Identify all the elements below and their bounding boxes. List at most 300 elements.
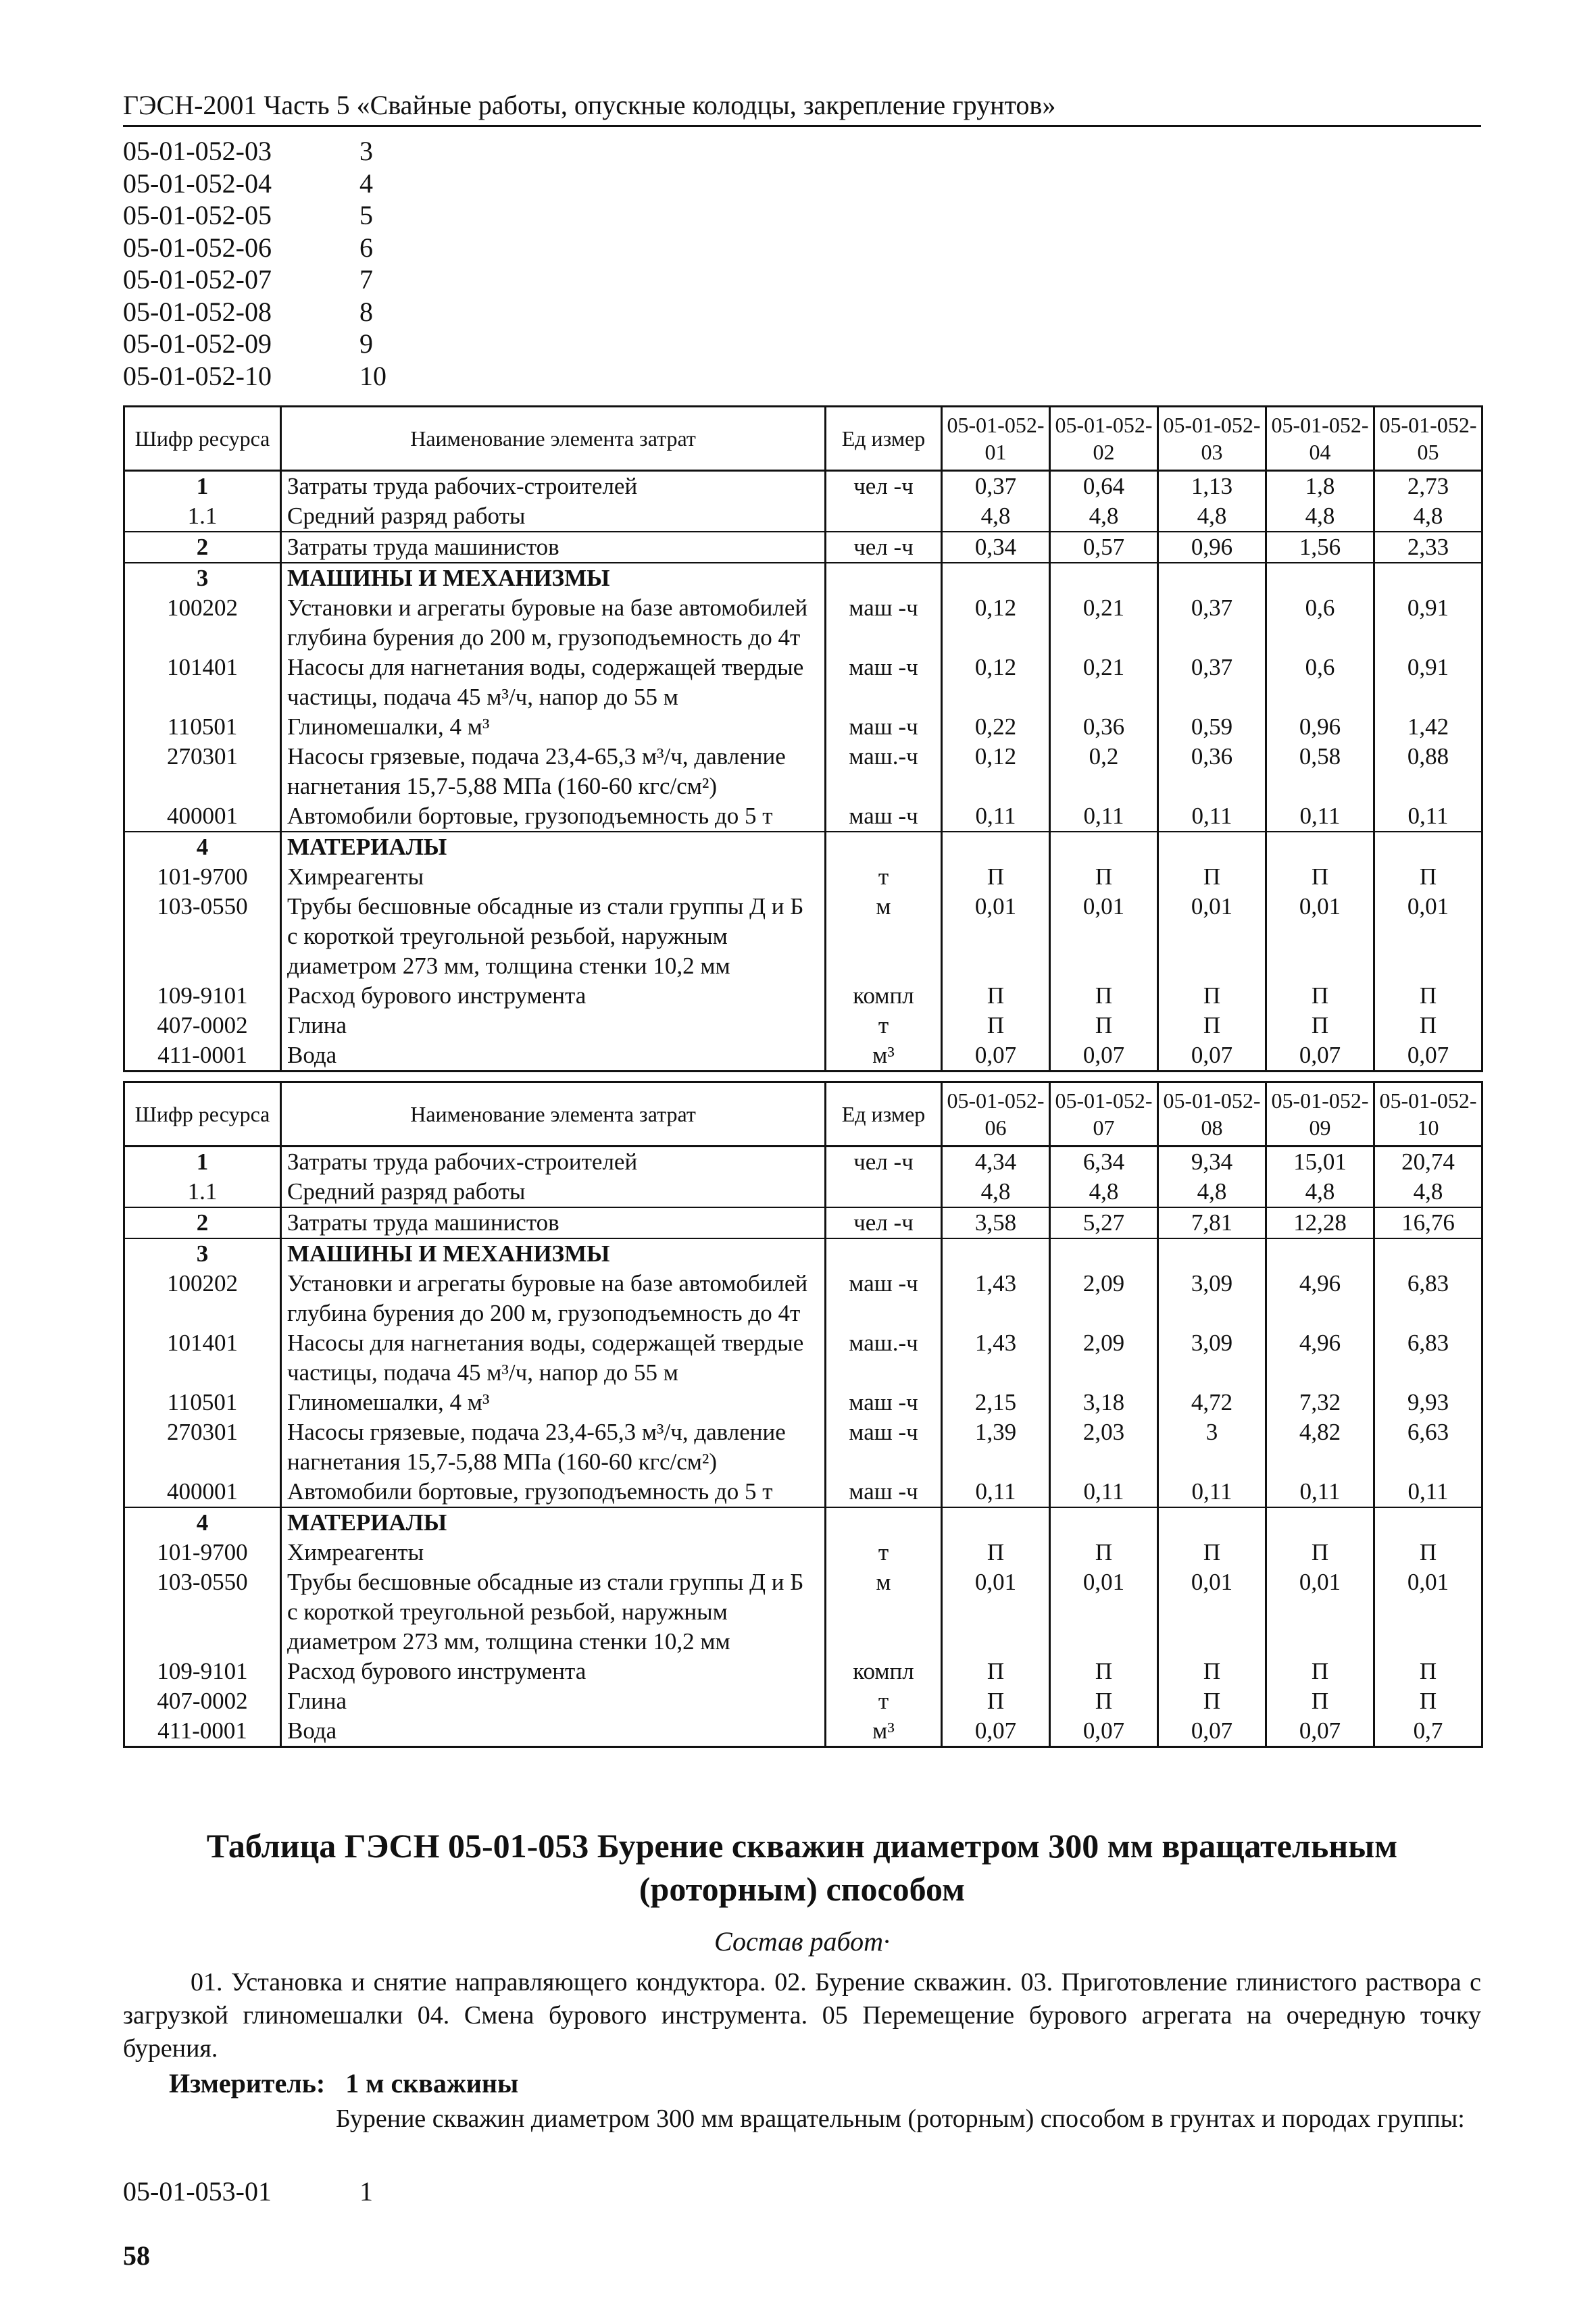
resource-value: П (942, 1657, 1050, 1686)
resource-unit: маш -ч (826, 1388, 942, 1417)
resource-value: П (1158, 1538, 1266, 1567)
resource-value: 12,28 (1266, 1207, 1374, 1238)
resource-value (942, 1238, 1050, 1269)
resource-value: 2,09 (1050, 1328, 1158, 1388)
resource-table-1 (123, 405, 1483, 1072)
resource-value: 0,57 (1050, 532, 1158, 563)
resource-value: 0,36 (1050, 712, 1158, 742)
resource-code: 411-0001 (124, 1040, 281, 1072)
resource-unit: маш -ч (826, 1417, 942, 1477)
code-group-row (123, 328, 386, 360)
resource-value: 0,01 (1158, 892, 1266, 981)
resource-code: 109-9101 (124, 981, 281, 1011)
group-number: 10 (359, 360, 386, 391)
resource-name: Затраты труда рабочих-строителей (281, 1147, 826, 1178)
resource-value: П (1374, 1657, 1482, 1686)
resource-code: 100202 (124, 1269, 281, 1328)
resource-value: 4,8 (942, 1177, 1050, 1207)
group-number: 8 (359, 296, 373, 327)
resource-code: 4 (124, 832, 281, 862)
resource-value: 0,58 (1266, 742, 1374, 801)
resource-value: П (1050, 862, 1158, 892)
resource-value: 7,32 (1266, 1388, 1374, 1417)
table-row (124, 1328, 1482, 1388)
code-group-row (123, 199, 386, 232)
resource-code: 270301 (124, 1417, 281, 1477)
resource-value: 0,37 (1158, 593, 1266, 653)
resource-value: 1,8 (1266, 471, 1374, 502)
resource-value (1374, 563, 1482, 593)
resource-unit: маш -ч (826, 653, 942, 712)
resource-unit: м³ (826, 1716, 942, 1747)
resource-unit (826, 563, 942, 593)
resource-value (1266, 832, 1374, 862)
resource-value: П (1266, 1657, 1374, 1686)
norm-code: 05-01-052-08 (123, 296, 272, 327)
resource-value: 0,12 (942, 742, 1050, 801)
resource-value: 0,22 (942, 712, 1050, 742)
resource-value: 0,01 (1374, 1567, 1482, 1657)
resource-code: 2 (124, 1207, 281, 1238)
resource-value: 6,83 (1374, 1328, 1482, 1388)
header-norm-column: 05-01-052-09 (1266, 1082, 1374, 1147)
resource-code: 1 (124, 1147, 281, 1178)
resource-value: 3 (1158, 1417, 1266, 1477)
resource-value: П (1374, 1686, 1482, 1716)
resource-value (1158, 563, 1266, 593)
resource-value: 0,11 (1374, 1477, 1482, 1507)
resource-value: 0,91 (1374, 653, 1482, 712)
table-row (124, 501, 1482, 532)
resource-value: 0,07 (1266, 1716, 1374, 1747)
resource-unit: т (826, 862, 942, 892)
resource-value: П (1374, 1011, 1482, 1040)
resource-value: 0,12 (942, 593, 1050, 653)
code-group-row (123, 2175, 373, 2207)
resource-value: П (1050, 981, 1158, 1011)
table-row (124, 1686, 1482, 1716)
norm-code: 05-01-052-05 (123, 200, 272, 230)
code-group-row (123, 296, 386, 328)
table-row (124, 1657, 1482, 1686)
resource-value: П (1050, 1538, 1158, 1567)
resource-value: 0,11 (1266, 801, 1374, 832)
resource-value: 0,11 (1266, 1477, 1374, 1507)
page-number: 58 (123, 2240, 150, 2271)
resource-code: 3 (124, 563, 281, 593)
resource-value: П (942, 1538, 1050, 1567)
resource-value: 0,88 (1374, 742, 1482, 801)
resource-code: 110501 (124, 712, 281, 742)
resource-value: 0,96 (1158, 532, 1266, 563)
resource-unit (826, 832, 942, 862)
resource-value: 0,07 (1158, 1040, 1266, 1072)
resource-code: 101-9700 (124, 862, 281, 892)
table-row (124, 1207, 1482, 1238)
resource-name: Расход бурового инструмента (281, 981, 826, 1011)
resource-value: 1,43 (942, 1269, 1050, 1328)
table-row (124, 653, 1482, 712)
resource-value: П (1158, 1657, 1266, 1686)
resource-code: 101401 (124, 653, 281, 712)
norm-code: 05-01-052-06 (123, 232, 272, 263)
resource-value: 3,09 (1158, 1269, 1266, 1328)
resource-code: 270301 (124, 742, 281, 801)
resource-value (1158, 1238, 1266, 1269)
resource-value (1374, 1238, 1482, 1269)
resource-code: 400001 (124, 1477, 281, 1507)
header-code: Шифр ресурса (124, 1082, 281, 1147)
resource-value: 0,07 (1050, 1716, 1158, 1747)
resource-value: 20,74 (1374, 1147, 1482, 1178)
resource-value: 4,8 (1050, 1177, 1158, 1207)
resource-name: Трубы бесшовные обсадные из стали группы Д и Б с короткой треугольной резьбой, наружным диаметром 273 мм, толщина стенки 10,2 мм (281, 892, 826, 981)
resource-name: Насосы грязевые, подача 23,4-65,3 м³/ч, давление нагнетания 15,7-5,88 МПа (160-60 кгс/см²) (281, 1417, 826, 1477)
table-row (124, 742, 1482, 801)
resource-value: 0,7 (1374, 1716, 1482, 1747)
resource-value: 0,07 (942, 1716, 1050, 1747)
header-norm-column: 05-01-052-03 (1158, 407, 1266, 471)
resource-value: 0,12 (942, 653, 1050, 712)
resource-unit: маш.-ч (826, 742, 942, 801)
table-row (124, 801, 1482, 832)
resource-name: Вода (281, 1040, 826, 1072)
resource-unit: маш.-ч (826, 1328, 942, 1388)
resource-value: 0,07 (1050, 1040, 1158, 1072)
norm-code: 05-01-052-07 (123, 264, 272, 295)
resource-name: Затраты труда машинистов (281, 1207, 826, 1238)
code-group-row (123, 168, 386, 200)
resource-unit: маш -ч (826, 801, 942, 832)
header-norm-column: 05-01-052-04 (1266, 407, 1374, 471)
norm-code: 05-01-052-09 (123, 328, 272, 359)
group-number: 1 (359, 2176, 373, 2207)
resource-value (1050, 1507, 1158, 1538)
resource-unit (826, 1177, 942, 1207)
header-norm-column: 05-01-052-01 (942, 407, 1050, 471)
resource-code: 400001 (124, 801, 281, 832)
resource-value: 0,01 (1158, 1567, 1266, 1657)
resource-name: Насосы грязевые, подача 23,4-65,3 м³/ч, давление нагнетания 15,7-5,88 МПа (160-60 кгс/см²) (281, 742, 826, 801)
resource-value (942, 832, 1050, 862)
resource-value: 6,34 (1050, 1147, 1158, 1178)
resource-value: П (1050, 1657, 1158, 1686)
resource-value: П (1374, 862, 1482, 892)
resource-code: 109-9101 (124, 1657, 281, 1686)
resource-value (1050, 563, 1158, 593)
resource-value: 15,01 (1266, 1147, 1374, 1178)
resource-name: Средний разряд работы (281, 501, 826, 532)
header-norm-column: 05-01-052-07 (1050, 1082, 1158, 1147)
resource-unit (826, 1507, 942, 1538)
resource-name: МАШИНЫ И МЕХАНИЗМЫ (281, 563, 826, 593)
resource-name: Химреагенты (281, 862, 826, 892)
resource-unit: т (826, 1011, 942, 1040)
resource-name: Расход бурового инструмента (281, 1657, 826, 1686)
header-norm-column: 05-01-052-05 (1374, 407, 1482, 471)
resource-value: 0,37 (942, 471, 1050, 502)
header-unit: Ед измер (826, 1082, 942, 1147)
resource-value: 4,72 (1158, 1388, 1266, 1417)
header-norm-column: 05-01-052-10 (1374, 1082, 1482, 1147)
table-row (124, 532, 1482, 563)
resource-unit: чел -ч (826, 532, 942, 563)
group-number: 5 (359, 200, 373, 230)
resource-value: 0,37 (1158, 653, 1266, 712)
resource-unit: компл (826, 981, 942, 1011)
resource-value: 0,01 (1050, 1567, 1158, 1657)
header-code: Шифр ресурса (124, 407, 281, 471)
resource-unit: м (826, 1567, 942, 1657)
resource-value: 0,11 (942, 1477, 1050, 1507)
norm-code: 05-01-053-01 (123, 2176, 272, 2207)
resource-value: 0,11 (1050, 801, 1158, 832)
table-row (124, 1388, 1482, 1417)
header-name: Наименование элемента затрат (281, 407, 826, 471)
resource-name: Затраты труда рабочих-строителей (281, 471, 826, 502)
resource-value: 0,01 (1050, 892, 1158, 981)
resource-value: 0,6 (1266, 653, 1374, 712)
group-number: 4 (359, 168, 373, 199)
resource-value: 0,21 (1050, 653, 1158, 712)
resource-value (1158, 832, 1266, 862)
table-row (124, 1538, 1482, 1567)
table-row (124, 563, 1482, 593)
resource-value: 0,21 (1050, 593, 1158, 653)
resource-value: П (1266, 862, 1374, 892)
resource-code: 4 (124, 1507, 281, 1538)
resource-value: 0,11 (1158, 801, 1266, 832)
resource-value: 0,91 (1374, 593, 1482, 653)
resource-value: 4,96 (1266, 1328, 1374, 1388)
table-row (124, 832, 1482, 862)
resource-code: 407-0002 (124, 1011, 281, 1040)
resource-code: 1.1 (124, 501, 281, 532)
resource-table-2 (123, 1081, 1483, 1748)
table-row (124, 981, 1482, 1011)
resource-name: Трубы бесшовные обсадные из стали группы Д и Б с короткой треугольной резьбой, наружным диаметром 273 мм, толщина стенки 10,2 мм (281, 1567, 826, 1657)
resource-value: 3,09 (1158, 1328, 1266, 1388)
table-row (124, 1417, 1482, 1477)
resource-value (1374, 832, 1482, 862)
resource-value: 2,03 (1050, 1417, 1158, 1477)
resource-name: Установки и агрегаты буровые на базе автомобилей глубина бурения до 200 м, грузоподъемность до 4т (281, 593, 826, 653)
resource-value: 0,34 (942, 532, 1050, 563)
resource-value: 0,11 (1158, 1477, 1266, 1507)
resource-value: 4,8 (1158, 501, 1266, 532)
running-header: ГЭСН-2001 Часть 5 «Свайные работы, опускные колодцы, закрепление грунтов» (123, 89, 1481, 127)
resource-code: 103-0550 (124, 1567, 281, 1657)
resource-unit: маш -ч (826, 712, 942, 742)
header-name: Наименование элемента затрат (281, 1082, 826, 1147)
resource-value: 0,01 (1266, 892, 1374, 981)
resource-value: П (1158, 1011, 1266, 1040)
resource-name: Глиномешалки, 4 м³ (281, 1388, 826, 1417)
resource-value: 0,11 (942, 801, 1050, 832)
table-row (124, 1269, 1482, 1328)
header-norm-column: 05-01-052-08 (1158, 1082, 1266, 1147)
resource-value: П (942, 1686, 1050, 1716)
resource-value: 2,15 (942, 1388, 1050, 1417)
composition-text: 01. Установка и снятие направляющего кондуктора. 02. Бурение скважин. 03. Приготовление глинистого раствора с загрузкой глиномешалки 04. Смена бурового инструмента. 05 Перемещение бурового агрегата на очередную точку бурения. (123, 1968, 1481, 2063)
table-row (124, 471, 1482, 502)
resource-value: 3,18 (1050, 1388, 1158, 1417)
table-row (124, 1147, 1482, 1178)
norm-code: 05-01-052-03 (123, 136, 272, 166)
resource-unit: т (826, 1686, 942, 1716)
resource-value: П (1374, 1538, 1482, 1567)
code-group-row (123, 263, 386, 296)
group-number: 6 (359, 232, 373, 263)
resource-value: П (1158, 862, 1266, 892)
code-group-row (123, 135, 386, 168)
resource-value: 9,93 (1374, 1388, 1482, 1417)
group-note: Бурение скважин диаметром 300 мм вращательным (роторным) способом в грунтах и породах группы: (336, 2105, 1465, 2133)
resource-value: 2,73 (1374, 471, 1482, 502)
resource-value: 0,01 (1374, 892, 1482, 981)
resource-value (1266, 1507, 1374, 1538)
resource-code: 110501 (124, 1388, 281, 1417)
resource-value: 4,8 (1266, 1177, 1374, 1207)
resource-value: П (1266, 1538, 1374, 1567)
table-row (124, 1011, 1482, 1040)
resource-value: 0,07 (1374, 1040, 1482, 1072)
resource-value (1266, 563, 1374, 593)
resource-value: 6,83 (1374, 1269, 1482, 1328)
meter-line (169, 2067, 518, 2099)
group-number: 7 (359, 264, 373, 295)
resource-value: П (942, 981, 1050, 1011)
code-group-row (123, 360, 386, 393)
table-row (124, 1238, 1482, 1269)
resource-value: 0,07 (942, 1040, 1050, 1072)
resource-value: 0,64 (1050, 471, 1158, 502)
resource-value: 4,34 (942, 1147, 1050, 1178)
resource-value: 4,8 (1266, 501, 1374, 532)
table-row (124, 1567, 1482, 1657)
resource-value (1266, 1238, 1374, 1269)
meter-value: 1 м скважины (345, 2068, 519, 2098)
resource-value: 2,09 (1050, 1269, 1158, 1328)
resource-value: 0,11 (1050, 1477, 1158, 1507)
resource-value: 0,59 (1158, 712, 1266, 742)
section-title: Таблица ГЭСН 05-01-053 Бурение скважин диаметром 300 мм вращательным (роторным) способом (206, 1827, 1398, 1908)
resource-value (1158, 1507, 1266, 1538)
resource-value: П (942, 1011, 1050, 1040)
resource-value: 4,96 (1266, 1269, 1374, 1328)
resource-code: 3 (124, 1238, 281, 1269)
resource-value: П (1050, 1011, 1158, 1040)
resource-value (1050, 1238, 1158, 1269)
resource-value: 0,11 (1374, 801, 1482, 832)
resource-value: 6,63 (1374, 1417, 1482, 1477)
resource-name: Глиномешалки, 4 м³ (281, 712, 826, 742)
resource-value: 4,82 (1266, 1417, 1374, 1477)
resource-unit (826, 1238, 942, 1269)
resource-unit: чел -ч (826, 471, 942, 502)
resource-value: 0,07 (1158, 1716, 1266, 1747)
resource-value: П (1050, 1686, 1158, 1716)
resource-value: 1,42 (1374, 712, 1482, 742)
resource-code: 101-9700 (124, 1538, 281, 1567)
table-row (124, 1507, 1482, 1538)
resource-value: 7,81 (1158, 1207, 1266, 1238)
table-row (124, 593, 1482, 653)
resource-code: 103-0550 (124, 892, 281, 981)
table-row (124, 1040, 1482, 1072)
composition-heading: Состав работ· (714, 1926, 890, 1957)
resource-name: Глина (281, 1011, 826, 1040)
table-row (124, 1716, 1482, 1747)
resource-value: 0,01 (942, 1567, 1050, 1657)
resource-name: МАТЕРИАЛЫ (281, 1507, 826, 1538)
resource-value: 1,13 (1158, 471, 1266, 502)
resource-unit: т (826, 1538, 942, 1567)
resource-value: 0,6 (1266, 593, 1374, 653)
resource-value (1374, 1507, 1482, 1538)
resource-name: Установки и агрегаты буровые на базе автомобилей глубина бурения до 200 м, грузоподъемность до 4т (281, 1269, 826, 1328)
resource-value: 1,39 (942, 1417, 1050, 1477)
resource-value: 0,36 (1158, 742, 1266, 801)
resource-name: Насосы для нагнетания воды, содержащей твердые частицы, подача 45 м³/ч, напор до 55 м (281, 653, 826, 712)
resource-value: 5,27 (1050, 1207, 1158, 1238)
resource-code: 101401 (124, 1328, 281, 1388)
group-number: 3 (359, 136, 373, 166)
table-row (124, 1477, 1482, 1507)
resource-value: 1,43 (942, 1328, 1050, 1388)
resource-value: 0,2 (1050, 742, 1158, 801)
resource-value: П (1266, 981, 1374, 1011)
resource-value: 0,96 (1266, 712, 1374, 742)
resource-name: Глина (281, 1686, 826, 1716)
resource-unit: м³ (826, 1040, 942, 1072)
resource-name: МАТЕРИАЛЫ (281, 832, 826, 862)
resource-name: Вода (281, 1716, 826, 1747)
resource-value: П (1158, 981, 1266, 1011)
resource-name: Автомобили бортовые, грузоподъемность до 5 т (281, 1477, 826, 1507)
resource-unit: компл (826, 1657, 942, 1686)
resource-unit: чел -ч (826, 1207, 942, 1238)
resource-unit: маш -ч (826, 1477, 942, 1507)
resource-code: 407-0002 (124, 1686, 281, 1716)
resource-unit: чел -ч (826, 1147, 942, 1178)
resource-value: 2,33 (1374, 532, 1482, 563)
norm-code: 05-01-052-04 (123, 168, 272, 199)
resource-value: 4,8 (1158, 1177, 1266, 1207)
code-group-row (123, 232, 386, 264)
resource-value: П (942, 862, 1050, 892)
table-row (124, 892, 1482, 981)
resource-value: 0,01 (942, 892, 1050, 981)
resource-value: 9,34 (1158, 1147, 1266, 1178)
resource-name: Насосы для нагнетания воды, содержащей твердые частицы, подача 45 м³/ч, напор до 55 м (281, 1328, 826, 1388)
resource-value: 4,8 (1374, 1177, 1482, 1207)
resource-name: Затраты труда машинистов (281, 532, 826, 563)
meter-label: Измеритель: (169, 2068, 326, 2098)
norm-code: 05-01-052-10 (123, 360, 272, 391)
resource-code: 411-0001 (124, 1716, 281, 1747)
header-norm-column: 05-01-052-06 (942, 1082, 1050, 1147)
group-number: 9 (359, 328, 373, 359)
resource-value: 3,58 (942, 1207, 1050, 1238)
resource-unit: маш -ч (826, 1269, 942, 1328)
resource-value: 1,56 (1266, 532, 1374, 563)
resource-name: Автомобили бортовые, грузоподъемность до 5 т (281, 801, 826, 832)
resource-unit: м (826, 892, 942, 981)
resource-value (942, 563, 1050, 593)
resource-value: 16,76 (1374, 1207, 1482, 1238)
table-row (124, 862, 1482, 892)
